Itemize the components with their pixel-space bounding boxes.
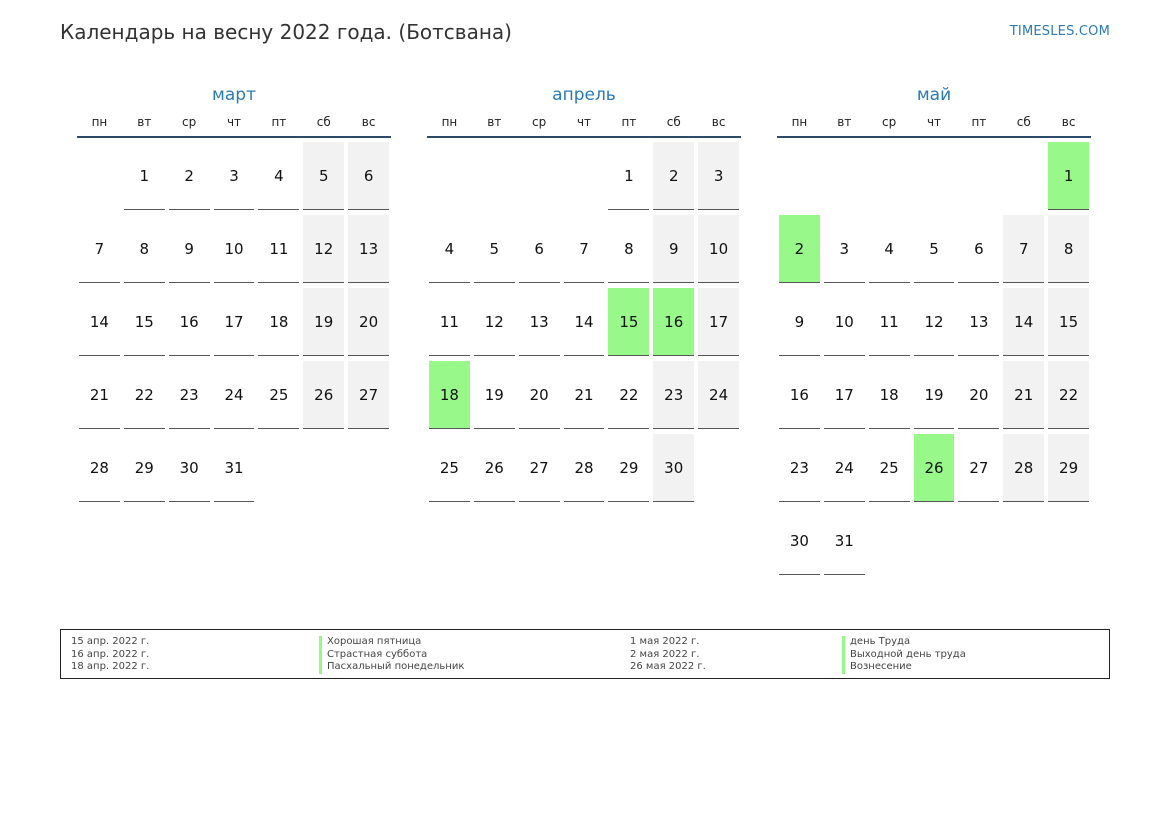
empty-day-cell xyxy=(698,434,739,501)
day-cell: 6 xyxy=(519,215,560,283)
day-cell: 28 xyxy=(1003,434,1044,502)
day-cell: 28 xyxy=(564,434,605,502)
weekday-label: пт xyxy=(971,115,987,129)
weekday-header xyxy=(77,115,391,138)
month-march xyxy=(77,84,391,507)
legend-names-col-1 xyxy=(319,636,464,674)
week-row xyxy=(77,288,391,361)
day-cell: 24 xyxy=(698,361,739,429)
empty-day-cell xyxy=(869,142,910,209)
legend-holiday-name: Хорошая пятница xyxy=(319,636,464,649)
empty-day-cell xyxy=(1003,142,1044,209)
weekday-label: вт xyxy=(487,115,502,129)
day-cell: 11 xyxy=(429,288,470,356)
weekday-label: пн xyxy=(791,115,808,129)
day-cell: 25 xyxy=(429,434,470,502)
day-cell: 2 xyxy=(169,142,210,210)
day-cell: 13 xyxy=(519,288,560,356)
day-cell: 26 xyxy=(474,434,515,502)
day-cell: 6 xyxy=(348,142,389,210)
week-row xyxy=(777,288,1091,361)
day-cell: 24 xyxy=(214,361,255,429)
month-name: май xyxy=(916,85,952,105)
weekday-label: сб xyxy=(316,115,331,129)
empty-day-cell xyxy=(958,507,999,574)
empty-day-cell xyxy=(429,142,470,209)
month-may xyxy=(777,84,1091,580)
day-cell: 12 xyxy=(914,288,955,356)
month-grid xyxy=(777,142,1091,580)
legend-date: 15 апр. 2022 г. xyxy=(71,636,150,647)
weekday-label: пн xyxy=(441,115,458,129)
day-cell: 12 xyxy=(474,288,515,356)
day-cell: 25 xyxy=(869,434,910,502)
legend-holiday-name: Вознесение xyxy=(842,661,966,674)
day-cell: 7 xyxy=(564,215,605,283)
day-cell: 15 xyxy=(124,288,165,356)
empty-day-cell xyxy=(258,434,299,501)
weekday-header xyxy=(427,115,741,138)
weekday-label: пн xyxy=(91,115,108,129)
day-cell: 1 xyxy=(608,142,649,210)
week-row xyxy=(427,288,741,361)
day-cell: 27 xyxy=(519,434,560,502)
month-april xyxy=(427,84,741,507)
weekday-label: ср xyxy=(182,115,197,129)
day-cell: 6 xyxy=(958,215,999,283)
weekday-label: вс xyxy=(361,115,376,129)
page-title: Календарь на весну 2022 года. (Ботсвана) xyxy=(60,20,512,44)
day-cell: 31 xyxy=(824,507,865,575)
week-row xyxy=(427,361,741,434)
day-cell: 30 xyxy=(653,434,694,502)
day-cell: 4 xyxy=(869,215,910,283)
weekday-label: сб xyxy=(1016,115,1031,129)
day-cell: 16 xyxy=(169,288,210,356)
month-name: апрель xyxy=(552,85,616,105)
day-cell: 8 xyxy=(124,215,165,283)
day-cell: 7 xyxy=(79,215,120,283)
day-cell: 18 xyxy=(258,288,299,356)
day-cell: 27 xyxy=(958,434,999,502)
day-cell: 22 xyxy=(124,361,165,429)
empty-day-cell xyxy=(79,142,120,209)
weekday-label: ср xyxy=(882,115,897,129)
day-cell: 23 xyxy=(779,434,820,502)
day-cell: 15 xyxy=(1048,288,1089,356)
week-row xyxy=(77,142,391,215)
legend-date: 18 апр. 2022 г. xyxy=(71,661,150,672)
day-cell: 10 xyxy=(214,215,255,283)
day-cell: 3 xyxy=(214,142,255,210)
day-cell: 30 xyxy=(169,434,210,502)
day-cell: 22 xyxy=(1048,361,1089,429)
legend-holiday-name: Пасхальный понедельник xyxy=(319,661,464,674)
empty-day-cell xyxy=(564,142,605,209)
week-row xyxy=(777,434,1091,507)
week-row xyxy=(777,142,1091,215)
day-cell: 23 xyxy=(169,361,210,429)
week-row xyxy=(427,215,741,288)
holiday-day-cell: 1 xyxy=(1048,142,1089,210)
day-cell: 11 xyxy=(258,215,299,283)
holiday-day-cell: 26 xyxy=(914,434,955,502)
site-link[interactable]: TIMESLES.COM xyxy=(1009,24,1110,39)
month-name: март xyxy=(212,85,256,105)
legend-date: 16 апр. 2022 г. xyxy=(71,648,150,660)
day-cell: 20 xyxy=(519,361,560,429)
weekday-label: ср xyxy=(532,115,547,129)
weekday-label: вт xyxy=(837,115,852,129)
day-cell: 21 xyxy=(79,361,120,429)
day-cell: 29 xyxy=(124,434,165,502)
weekday-header xyxy=(777,115,1091,138)
day-cell: 16 xyxy=(779,361,820,429)
day-cell: 20 xyxy=(348,288,389,356)
day-cell: 21 xyxy=(1003,361,1044,429)
day-cell: 25 xyxy=(258,361,299,429)
day-cell: 23 xyxy=(653,361,694,429)
empty-day-cell xyxy=(958,142,999,209)
weekday-label: чт xyxy=(576,115,592,129)
day-cell: 4 xyxy=(429,215,470,283)
day-cell: 24 xyxy=(824,434,865,502)
legend-date: 2 мая 2022 г. xyxy=(630,648,700,660)
empty-day-cell xyxy=(348,434,389,501)
day-cell: 5 xyxy=(474,215,515,283)
empty-day-cell xyxy=(869,507,910,574)
day-cell: 28 xyxy=(79,434,120,502)
empty-day-cell xyxy=(474,142,515,209)
month-grid xyxy=(427,142,741,507)
week-row xyxy=(777,507,1091,580)
empty-day-cell xyxy=(824,142,865,209)
day-cell: 13 xyxy=(958,288,999,356)
weekday-label: вс xyxy=(711,115,726,129)
weekday-label: вт xyxy=(137,115,152,129)
day-cell: 3 xyxy=(698,142,739,210)
day-cell: 8 xyxy=(608,215,649,283)
day-cell: 19 xyxy=(914,361,955,429)
legend-holiday-name: день Труда xyxy=(842,636,966,649)
day-cell: 2 xyxy=(653,142,694,210)
day-cell: 1 xyxy=(124,142,165,210)
day-cell: 31 xyxy=(214,434,255,502)
day-cell: 14 xyxy=(1003,288,1044,356)
week-row xyxy=(77,434,391,507)
day-cell: 19 xyxy=(474,361,515,429)
day-cell: 27 xyxy=(348,361,389,429)
day-cell: 9 xyxy=(169,215,210,283)
day-cell: 22 xyxy=(608,361,649,429)
weekday-label: чт xyxy=(226,115,242,129)
week-row xyxy=(427,434,741,507)
legend-date: 26 мая 2022 г. xyxy=(630,661,706,672)
empty-day-cell xyxy=(779,142,820,209)
day-cell: 17 xyxy=(698,288,739,356)
holiday-day-cell: 15 xyxy=(608,288,649,356)
day-cell: 14 xyxy=(79,288,120,356)
empty-day-cell xyxy=(914,142,955,209)
empty-day-cell xyxy=(914,507,955,574)
day-cell: 13 xyxy=(348,215,389,283)
day-cell: 10 xyxy=(824,288,865,356)
legend-dates-col-2 xyxy=(630,636,706,674)
legend-holiday-name: Выходной день труда xyxy=(842,649,966,662)
weekday-label: сб xyxy=(666,115,681,129)
day-cell: 18 xyxy=(869,361,910,429)
day-cell: 5 xyxy=(303,142,344,210)
day-cell: 26 xyxy=(303,361,344,429)
weekday-label: пт xyxy=(271,115,287,129)
week-row xyxy=(777,361,1091,434)
weekday-label: вс xyxy=(1061,115,1076,129)
holiday-day-cell: 2 xyxy=(779,215,820,283)
day-cell: 20 xyxy=(958,361,999,429)
holiday-legend xyxy=(60,629,1110,679)
day-cell: 5 xyxy=(914,215,955,283)
week-row xyxy=(427,142,741,215)
day-cell: 10 xyxy=(698,215,739,283)
day-cell: 12 xyxy=(303,215,344,283)
legend-dates-col-1 xyxy=(71,636,149,674)
day-cell: 4 xyxy=(258,142,299,210)
empty-day-cell xyxy=(303,434,344,501)
week-row xyxy=(777,215,1091,288)
day-cell: 29 xyxy=(1048,434,1089,502)
day-cell: 14 xyxy=(564,288,605,356)
empty-day-cell xyxy=(1048,507,1089,574)
day-cell: 8 xyxy=(1048,215,1089,283)
empty-day-cell xyxy=(1003,507,1044,574)
holiday-day-cell: 18 xyxy=(429,361,470,429)
legend-names-col-2 xyxy=(842,636,966,674)
weekday-label: чт xyxy=(926,115,942,129)
day-cell: 19 xyxy=(303,288,344,356)
day-cell: 29 xyxy=(608,434,649,502)
empty-day-cell xyxy=(519,142,560,209)
legend-date: 1 мая 2022 г. xyxy=(630,636,700,647)
week-row xyxy=(77,215,391,288)
day-cell: 30 xyxy=(779,507,820,575)
day-cell: 17 xyxy=(824,361,865,429)
month-grid xyxy=(77,142,391,507)
day-cell: 17 xyxy=(214,288,255,356)
day-cell: 7 xyxy=(1003,215,1044,283)
day-cell: 3 xyxy=(824,215,865,283)
week-row xyxy=(77,361,391,434)
day-cell: 11 xyxy=(869,288,910,356)
day-cell: 21 xyxy=(564,361,605,429)
holiday-day-cell: 16 xyxy=(653,288,694,356)
day-cell: 9 xyxy=(653,215,694,283)
weekday-label: пт xyxy=(621,115,637,129)
legend-holiday-name: Страстная суббота xyxy=(319,649,464,662)
day-cell: 9 xyxy=(779,288,820,356)
